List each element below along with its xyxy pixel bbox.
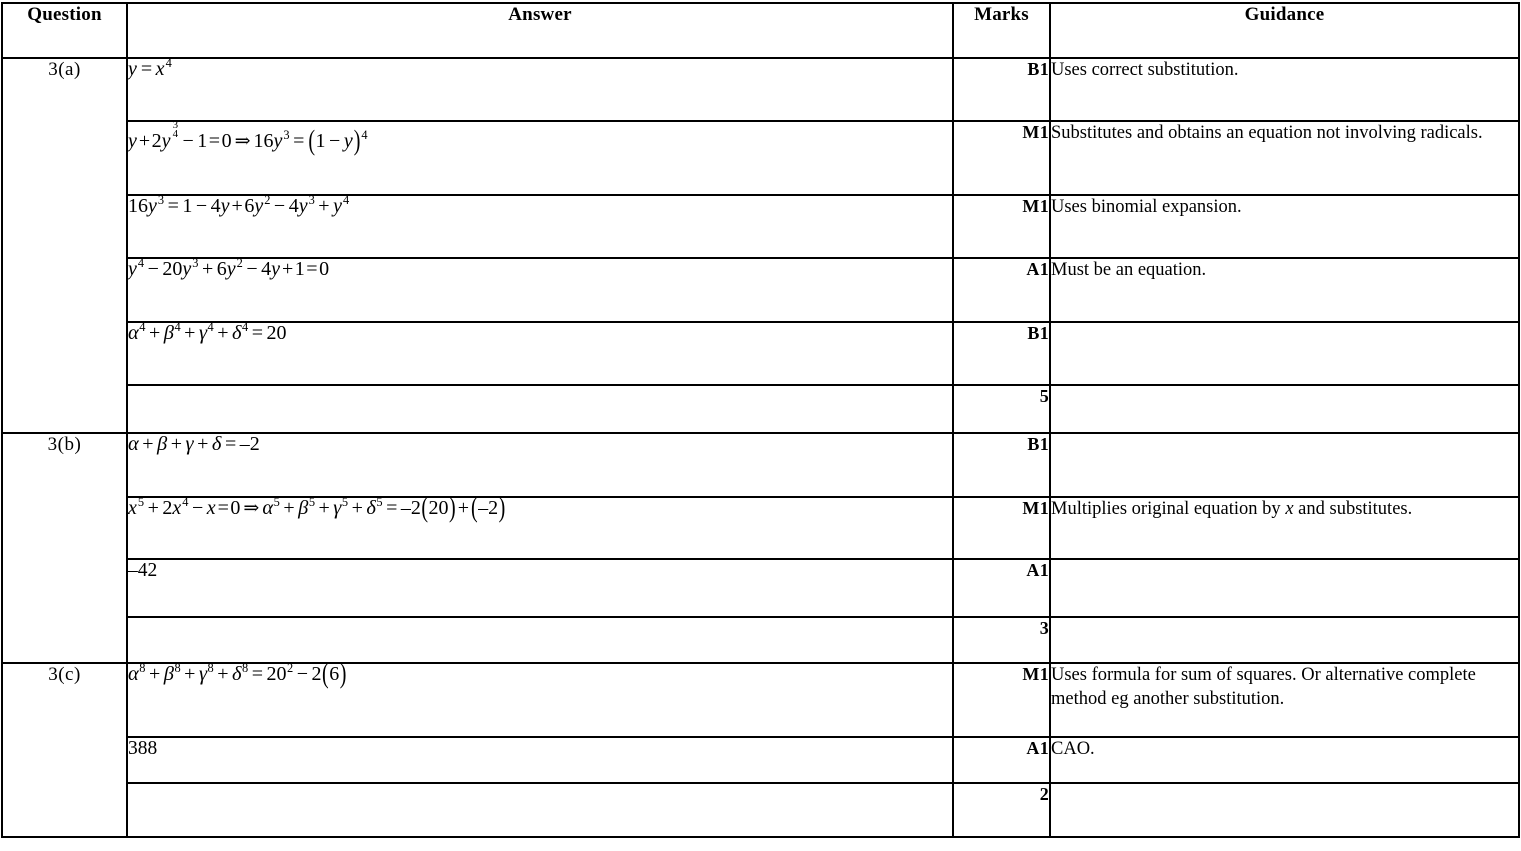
answer-cell-a2 [127,118,953,195]
table-row [2,121,1519,195]
column-header-answer: Answer [127,3,953,58]
table-row-total [2,783,1519,837]
table-row [2,195,1519,258]
marks-cell: A1 [953,559,1050,617]
table-body [2,58,1519,837]
marks-cell: B1 [953,433,1050,497]
guidance-cell: Uses binomial expansion. [1050,195,1519,258]
guidance-cell: CAO. [1050,737,1519,783]
equation-b1: α + β + γ + δ = –2 [128,433,260,455]
marks-cell: M1 [953,497,1050,559]
guidance-cell: Uses correct substitution. [1050,58,1519,121]
table-row [2,58,1519,121]
question-label-3b: 3(b) [2,433,127,663]
column-header-marks: Marks [953,3,1050,58]
marks-cell: M1 [953,195,1050,258]
marks-cell: B1 [953,58,1050,121]
marks-cell: M1 [953,663,1050,737]
guidance-cell: Uses formula for sum of squares. Or alternative complete method eg another substitution. [1050,663,1519,737]
answer-value-b3: –42 [128,560,158,581]
answer-cell-c3 [127,783,953,837]
answer-cell-a5 [127,322,953,385]
table-header [2,3,1519,58]
guidance-cell [1050,783,1519,837]
equation-c1: $\alpha^8 + \beta^8 + \gamma^8 + \delta^8 = 20^2 - 2(6)$ [128,657,347,690]
equation-b2: $x^5 + 2x^4 - x =0$ ⇒ $\alpha^5 + \beta^5 + \gamma^5 + \delta^5 = -2(20) + (-2)$ [128,491,506,524]
marks-total-cell: 5 [953,385,1050,433]
guidance-cell: Must be an equation. [1050,258,1519,322]
guidance-text-prefix: Multiplies original equation by [1051,499,1286,519]
marks-cell: A1 [953,737,1050,783]
answer-cell-b2 [127,491,953,559]
answer-cell-c2 [127,737,953,783]
answer-cell-b3 [127,559,953,617]
answer-cell-a6 [127,385,953,433]
table-row [2,737,1519,783]
equation-a5: $\alpha^4 + \beta^4 + \gamma^4 + \delta^4 = 20$ [128,320,287,344]
guidance-cell: Substitutes and obtains an equation not involving radicals. [1050,121,1519,195]
guidance-cell [1050,322,1519,385]
marks-cell: M1 [953,121,1050,195]
column-header-question: Question [2,3,127,58]
answer-cell-a1 [127,58,953,121]
marks-total-cell: 3 [953,617,1050,663]
mark-scheme-table [1,2,1520,838]
equation-a4: $y^4 - 20y^3 + 6y^2 - 4y +1=0$ [128,256,330,280]
guidance-cell [1050,433,1519,497]
answer-cell-a4 [127,258,953,322]
answer-cell-b1 [127,433,953,497]
answer-cell-c1 [127,657,953,737]
header-row [2,3,1519,58]
equation-a3: $16y^3 = 1 - 4y +6y^2 - 4y^3 + y^4$ [128,193,350,217]
table-row [2,559,1519,617]
equation-a2: y +2y 3 4 − 1=0 ⇒ $16y^3 = (1 - y)^4$ [128,118,368,157]
marks-cell: A1 [953,258,1050,322]
guidance-cell [1050,617,1519,663]
question-label-3a: 3(a) [2,58,127,433]
table-row-total [2,385,1519,433]
answer-cell-a3 [127,195,953,258]
table-row [2,258,1519,322]
guidance-text-suffix: and substitutes. [1293,499,1413,519]
table-row [2,433,1519,497]
column-header-guidance: Guidance [1050,3,1519,58]
answer-value-c2: 388 [128,738,158,759]
guidance-cell [1050,497,1519,559]
guidance-cell [1050,385,1519,433]
table-row [2,663,1519,737]
guidance-cell [1050,559,1519,617]
question-label-3c: 3(c) [2,663,127,837]
table-row [2,497,1519,559]
marks-total-cell: 2 [953,783,1050,837]
marks-cell: B1 [953,322,1050,385]
table-row [2,322,1519,385]
guidance-variable-x: x [1285,499,1294,519]
table-row-total [2,617,1519,663]
answer-cell-b4 [127,617,953,663]
equation-a1: $y = x^4$ [128,56,172,80]
